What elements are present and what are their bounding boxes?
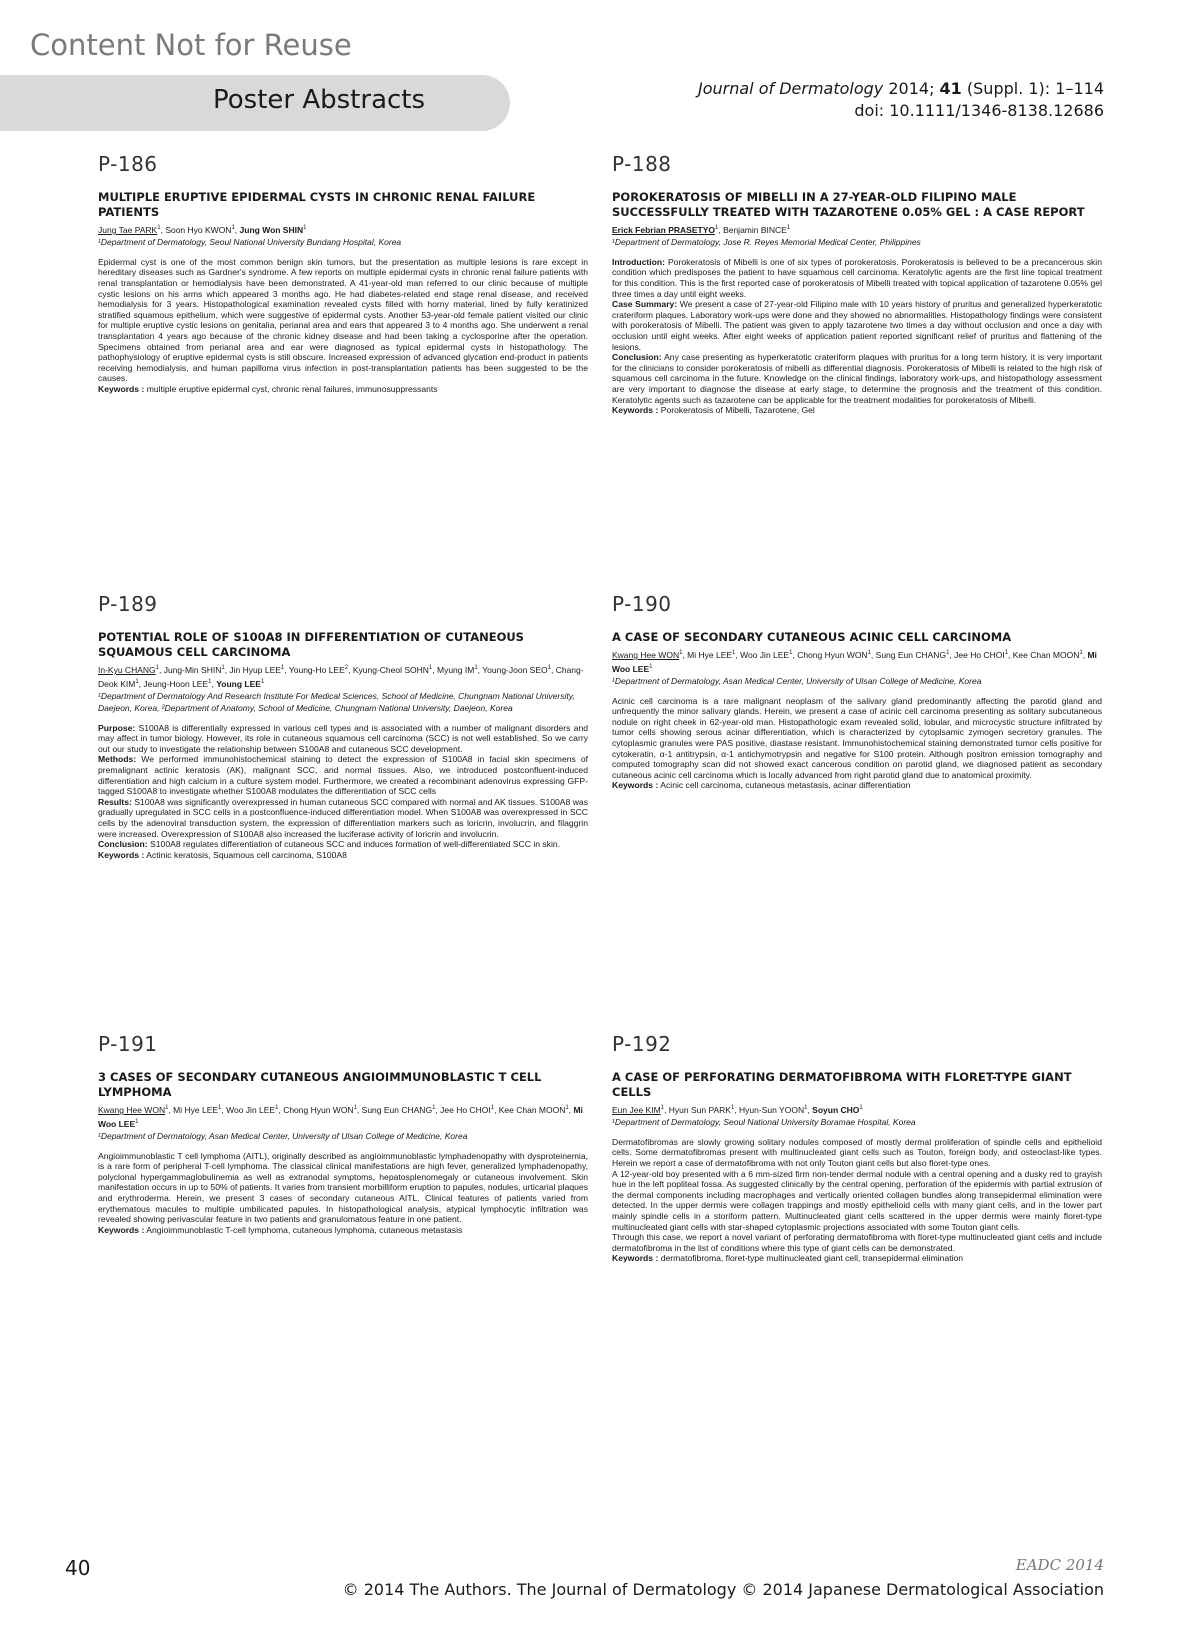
author-affil-mark: 1 <box>804 1105 808 1111</box>
keywords-label: Keywords : <box>612 405 659 416</box>
journal-suppl: (Suppl. 1): 1–114 <box>966 79 1104 98</box>
author-name: Kee Chan MOON <box>498 1104 566 1115</box>
section-text: Porokeratosis of Mibelli is one of six types of porokeratosis. Porokeratosis is believed to be a precancerous skin condition which predisposes the patient to have squamous cell carcinoma. Keratolytic agents are the first line topical treatment for this condition. This is the first reported case of porokeratosis of Mibelli treated with topical application of tazarotene 0.05% gel three times a day until eight weeks. <box>612 256 1102 299</box>
abstract-id: P-189 <box>98 592 158 616</box>
section-text: A 12-year-old boy presented with a 6 mm-sized firm non-tender dermal nodule with a central opening and a dusky red to grayish hue in the left popliteal fossa. As suggested clinically by the central opening, perforation of the epidermis with partial extrusion of the dermal components including macrophages and vertically oriented collagen bundles along transepidermal elimination were detected. In the upper dermis were collagen trappings and mostly epithelioid cells with many giant cells, and in the lower part mainly spindle cells in a storiform pattern. Multinucleated giant cells scattered in the upper dermis were mainly floret-type multinucleated giant cells with star-shaped cytoplasmic projections associated with some Touton giant cells. <box>612 1168 1102 1232</box>
abstract-id: P-192 <box>612 1032 672 1056</box>
author-affil-mark: 1 <box>432 1105 436 1111</box>
author-affil-mark: 1 <box>275 1105 279 1111</box>
author-list: Erick Febrian PRASETYO$^1$, Benjamin BINCE$^1$ <box>612 224 791 235</box>
author-name: Sung Eun CHANG <box>361 1104 433 1115</box>
author-affil-mark: 1 <box>1079 650 1083 656</box>
conference-label: EADC 2014 <box>1015 1556 1104 1574</box>
keywords-text: Porokeratosis of Mibelli, Tazarotene, Gel <box>660 405 815 416</box>
author-name: Kwang Hee WON <box>612 649 680 660</box>
author-affil-mark: 1 <box>280 665 285 671</box>
abstract-body <box>98 723 588 850</box>
abstract-id: P-190 <box>612 592 672 616</box>
author-affil-mark: 1 <box>789 650 793 656</box>
abstract-title: 3 CASES OF SECONDARY CUTANEOUS ANGIOIMMUNOBLASTIC T CELL LYMPHOMA <box>98 1070 542 1099</box>
abstract-title: A CASE OF SECONDARY CUTANEOUS ACINIC CELL CARCINOMA <box>612 630 1012 644</box>
abstract-id: P-191 <box>98 1032 158 1056</box>
abstract-paragraph <box>612 1169 1102 1233</box>
abstract-title: MULTIPLE ERUPTIVE EPIDERMAL CYSTS IN CHRONIC RENAL FAILURE PATIENTS <box>98 190 536 219</box>
author-name: Young-Joon SEO <box>482 664 548 675</box>
author-affil-mark: 1 <box>353 1105 357 1111</box>
author-name: Kyung-Cheol SOHN <box>352 664 429 675</box>
author-name: Jung Tae PARK <box>98 224 158 235</box>
keywords <box>98 850 588 861</box>
author-affil-mark: 1 <box>208 678 212 685</box>
author-name: Hyun-Sun YOON <box>739 1104 805 1115</box>
section-text: S100A8 was significantly overexpressed in human cutaneous SCC compared with normal and AK tissues. S100A8 was gradually upregulated in SCC cells in a postconfluence-induced differentiation model. When S100A8 was overexpressed in SCC cells by the adenoviral transduction system, the expression of differentiation markers such as loricrin, involucrin, and filaggrin were increased. Overexpression of S100A8 also increased the luciferase activity of loricrin and involucrin. <box>98 796 589 839</box>
author-name: Jeung-Hoon LEE <box>143 678 209 689</box>
author-affil-mark: 1 <box>565 1105 569 1111</box>
keywords <box>98 384 588 395</box>
keywords <box>612 405 1102 416</box>
author-affil-mark: 1 <box>679 650 683 656</box>
author-affil-mark: 1 <box>859 1105 863 1111</box>
keywords <box>612 1253 1102 1264</box>
journal-citation <box>698 78 1104 122</box>
author-name: Woo Jin LEE <box>740 649 790 660</box>
abstract-paragraph <box>612 352 1102 405</box>
abstract-paragraph <box>98 723 588 755</box>
section-text: Any case presenting as hyperkeratotic crateriform plaques with pruritus for a long term history, it is very important for the clinicians to consider porokeratosis of mibelli as differential diagnosis. Porokeratosis of Mibelli is related to the high risk of squamous cell carcinoma in the future. Knowledge on the clinical findings, laboratory work-ups, and histopathology assessment are very important to diagnose the disease at early stage, to determine the prognosis and the treatment of this condition. Keratolytic agents such as tazarotene can be applicable for the treatment modalities for porokeratosis of Mibelli. <box>612 352 1102 405</box>
author-name: Hyun Sun PARK <box>668 1104 731 1115</box>
author-list: Kwang Hee WON$^1$, Mi Hye LEE$^1$, Woo Jin LEE$^1$, Chong Hyun WON$^1$, Sung Eun CHANG$^1$, Jee Ho CHOI$^1$, Kee Chan MOON$^1$, Mi Woo LEE$^1$ <box>612 649 1097 674</box>
author-affil-mark: 1 <box>732 650 736 656</box>
watermark: Content Not for Reuse <box>30 28 352 62</box>
section-text: We present a case of 27-year-old Filipino male with 10 years history of pruritus and generalized hyperkeratotic crateriform plaques. Laboratory work-ups were done and they showed no abnormalities. Histopathology findings were consistent with porokeratosis of Mibelli. The patient was given to apply tazarotene two times a day without occlusion and once a day with occlusion until eight weeks. After eight weeks of application patient reported significant relief of pruritus and flattening of the lesions. <box>612 299 1102 352</box>
author-affil-mark: 1 <box>946 650 950 656</box>
abstract-paragraph <box>98 754 588 796</box>
copyright-notice: © 2014 The Authors. The Journal of Dermatology © 2014 Japanese Dermatological Association <box>342 1580 1104 1599</box>
author-affil-mark: 1 <box>231 225 235 231</box>
author-affil-mark: 1 <box>135 678 139 685</box>
abstract-body <box>612 257 1102 405</box>
keywords-text: dermatofibroma, floret-type multinucleated giant cell, transepidermal elimination <box>660 1253 964 1264</box>
abstract-paragraph <box>98 257 588 384</box>
author-affil-mark: 1 <box>135 1118 139 1125</box>
affiliation: ¹Department of Dermatology, Seoul National University Boramae Hospital, Korea <box>612 1116 916 1127</box>
keywords-label: Keywords : <box>612 780 659 791</box>
keywords-text: multiple eruptive epidermal cyst, chronic renal failures, immunosuppressants <box>146 383 438 394</box>
keywords <box>98 1225 588 1236</box>
abstract-p189 <box>98 592 588 861</box>
section-text: Angioimmunoblastic T cell lymphoma (AITL), originally described as angioimmunoblastic lymphadenopathy with dysproteinemia, is a rare form of peripheral T-cell lymphoma. The classical clinical manifestations are high fever, generalized lymphadenopathy, polyclonal hypergammaglobulinemia as well as extranodal symptoms, hepatosplenomegaly or cutaneous involvement. Skin manifestation occurs in up to 50% of patients. It varies from transient morbilliform eruption to papules, nodules, urticarial plaques and erythroderma. Herein, we present 3 cases of secondary cutaneous AITL. Clinical features of patients varied from erythematous macules to multiple umbilicated papules. In histopathological analysis, atypical lymphocytic infiltration was revealed showing perivascular feature in two patients and granulomatous feature in one patient. <box>98 1150 588 1225</box>
author-affil-mark: 1 <box>786 225 791 231</box>
author-affil-mark: 1 <box>1004 650 1009 656</box>
author-name: Jee Ho CHOI <box>440 1104 491 1115</box>
affiliation: ¹Department of Dermatology And Research Institute For Medical Sciences, School of Medicine, Chungnam National University, Daejeon, Korea, ²Department of Anatomy, School of Medicine, Chungnam National University, Daejeon, Korea <box>98 690 575 713</box>
abstract-title: A CASE OF PERFORATING DERMATOFIBROMA WITH FLORET-TYPE GIANT CELLS <box>612 1070 1072 1099</box>
section-text: We performed immunohistochemical staining to detect the expression of S100A8 in facial skin specimens of premalignant actinic keratosis (AK), malignant SCC, and normal tissues. Also, we introduced postconfluent-induced differentiation and high calcium in a culture system model. Furthermore, we created a recombinant adenovirus expressing GFP-tagged S100A8 to investigate whether S100A8 modulates the differentiation of SCC cells <box>98 754 589 797</box>
section-label: Introduction: <box>612 256 665 267</box>
affiliation: ¹Department of Dermatology, Jose R. Reyes Memorial Medical Center, Philippines <box>612 236 921 247</box>
section-text: Epidermal cyst is one of the most common benign skin tumors, but the presentation as multiple lesions is rare except in hereditary diseases such as Gardner's syndrome. A few reports on multiple epidermal cysts in chronic renal failure patients with renal transplantation or hemodialysis have been demonstrated. A 41-year-old man referred to our clinic because of multiple cystic lesions on his arms which appeared 3 months ago. He had diabetes-related end stage renal disease, and received hemodialysis for 3 years. Histopathological examination revealed cysts filled with horny material, lined by fully keratinized stratified squamous epithelium, which were suggestive of epidermal cysts. Another 53-year-old female patient visited our clinic for multiple eruptive cystic lesions on genitalia, perianal area and ears that appeared 3 to 4 months ago. She underwent a renal transplantation 4 years ago because of the chronic kidney disease and had been taking a cyclosporine after the operation. Specimens obtained from perianal area and ear were diagnosed as typical epidermal cysts in histopathology. The pathophysiology of eruptive epidermal cysts is still obscure. Increased expression of advanced glycation end-product in patients receiving hemodialysis, and human papilloma virus infection in post-transplantation patients has been suggested to be the causes. <box>98 256 588 384</box>
abstract-title: POROKERATOSIS OF MIBELLI IN A 27-YEAR-OLD FILIPINO MALE SUCCESSFULLY TREATED WITH TAZAROTENE 0.05% GEL : A CASE REPORT <box>612 190 1085 219</box>
author-name: Jung-Min SHIN <box>163 664 222 675</box>
abstract-paragraph <box>98 1151 588 1225</box>
section-text: S100A8 is differentially expressed in various cell types and is associated with a number of malignant disorders and may affect in tumor biology. However, its role in cutaneous squamous cell carcinoma (SCC) is not well established. So we carry out our study to investigate the relationship between S100A8 and cutaneous SCC development. <box>98 722 588 754</box>
author-name: Mi Hye LEE <box>687 649 733 660</box>
author-name: Mi Hye LEE <box>173 1104 219 1115</box>
author-affil-mark: 1 <box>730 1105 735 1111</box>
author-name: Benjamin BINCE <box>723 224 787 235</box>
keywords-text: Angioimmunoblastic T-cell lymphoma, cutaneous lymphoma, cutaneous metastasis <box>146 1224 463 1235</box>
section-text: Through this case, we report a novel variant of perforating dermatofibroma with floret-type multinucleated giant cells and include dermatofibroma in the list of conditions where this type of giant cells can be demonstrated. <box>612 1232 1102 1253</box>
author-affil-mark: 1 <box>474 665 478 671</box>
abstract-paragraph <box>612 1137 1102 1169</box>
section-text: Dermatofibromas are slowly growing solitary nodules composed of mostly dermal proliferation of spindle cells and epithelioid cells. Some dermatofibromas present with multinucleated giant cells such as Touton, foreign body, and osteoclast-like types. Herein we report a case of dermatofibroma with not only Touton giant cells but also floret-type ones. <box>612 1136 1102 1169</box>
author-affil-mark: 1 <box>649 663 653 670</box>
abstract-body <box>98 1151 588 1225</box>
page-number: 40 <box>65 1556 91 1580</box>
author-affil-mark: 1 <box>714 225 719 231</box>
abstract-paragraph <box>612 696 1102 781</box>
keywords <box>612 780 1102 791</box>
author-list: Eun Jee KIM$^1$, Hyun Sun PARK$^1$, Hyun-Sun YOON$^1$, Soyun CHO$^1$ <box>612 1104 863 1115</box>
author-affil-mark: 1 <box>157 225 161 231</box>
section-label: Purpose: <box>98 722 136 733</box>
section-label: Conclusion: <box>612 352 662 363</box>
author-name: Chong Hyun WON <box>797 649 868 660</box>
section-label: Methods: <box>98 754 137 765</box>
author-affil-mark: 1 <box>165 1105 169 1111</box>
keywords-label: Keywords : <box>612 1253 659 1264</box>
author-list: Kwang Hee WON$^1$, Mi Hye LEE$^1$, Woo Jin LEE$^1$, Chong Hyun WON$^1$, Sung Eun CHANG$^1$, Jee Ho CHOI$^1$, Kee Chan MOON$^1$, Mi Woo LEE$^1$ <box>98 1104 583 1129</box>
abstract-paragraph <box>612 299 1102 352</box>
author-affil-mark: 1 <box>547 665 551 671</box>
author-name: In-Kyu CHANG <box>98 664 156 675</box>
author-name: Sung Eun CHANG <box>875 649 947 660</box>
abstract-paragraph <box>98 797 588 839</box>
affiliation: ¹Department of Dermatology, Asan Medical Center, University of Ulsan College of Medicine, Korea <box>98 1130 468 1141</box>
author-name: Soon Hyo KWON <box>165 224 232 235</box>
author-list: Jung Tae PARK$^1$, Soon Hyo KWON$^1$, Jung Won SHIN$^1$ <box>98 224 307 235</box>
journal-volume: 41 <box>939 79 962 98</box>
author-affil-mark: 1 <box>155 665 159 671</box>
author-name: Jin Hyup LEE <box>229 664 281 675</box>
abstract-p188 <box>612 152 1102 416</box>
section-label: Case Summary: <box>612 299 678 310</box>
author-list: In-Kyu CHANG$^1$, Jung-Min SHIN$^1$, Jin Hyup LEE$^1$, Young-Ho LEE$^2$, Kyung-Cheol SOHN$^1$, Myung $IM^1$, Young-Joon SEO$^1$, Chang-Deok KIM$^1$, Jeung-Hoon LEE$^1$, Young LEE$^1$ <box>98 664 584 689</box>
abstract-p192 <box>612 1032 1102 1264</box>
author-affil-mark: 1 <box>490 1105 495 1111</box>
author-name: Chong Hyun WON <box>283 1104 354 1115</box>
author-affil-mark: 1 <box>867 650 871 656</box>
keywords-label: Keywords : <box>98 1224 145 1235</box>
section-text: Acinic cell carcinoma is a rare malignant neoplasm of the salivary gland predominantly affecting the parotid gland and unfrequently the minor salivary glands. Herein, we present a case of acinic cell carcinoma presenting as solitary subcutaneous nodule on right cheek in 62-year-old man. Histopathologic exam revealed solid, lobular, and microcystic structure infiltrated by tumor cells showing serous acinar differentiation, which is characterized by cytoplsamic zymogen secretory granules. The cytoplasmic granules were PAS positive, diastase resistant. Immunohistochemical staining demonstrated tumor cells positive for cytokeratin, α-1 antitrypsin, α-1 antichymotrypsin and negative for S100 protein. Although positron emission tomography and computed tomography scan did not showed exact cancerous condition on parotid gland, we diagnosed patient as secondary cutaneous acinic cell carcinoma which is locally advanced from right parotid gland due to anatomical proximity. <box>612 695 1102 780</box>
keywords-label: Keywords : <box>98 849 145 860</box>
author-name: Mi Woo LEE <box>612 649 1097 674</box>
author-name: Young-Ho LEE <box>288 664 345 675</box>
keywords-label: Keywords : <box>98 383 145 394</box>
author-name: Erick Febrian PRASETYO <box>612 224 715 235</box>
journal-doi[interactable]: doi: 10.1111/1346-8138.12686 <box>854 101 1104 120</box>
author-name: Myung IM <box>437 664 475 675</box>
author-name: Woo Jin LEE <box>226 1104 276 1115</box>
abstract-paragraph <box>98 839 588 850</box>
abstract-id: P-186 <box>98 152 158 176</box>
section-label: Conclusion: <box>98 839 148 850</box>
keywords-text: Acinic cell carcinoma, cutaneous metastasis, acinar differentiation <box>660 780 911 791</box>
author-name: Jee Ho CHOI <box>954 649 1005 660</box>
author-affil-mark: 1 <box>218 1105 222 1111</box>
author-name: Eun Jee KIM <box>612 1104 661 1115</box>
affiliation: ¹Department of Dermatology, Asan Medical Center, University of Ulsan College of Medicine, Korea <box>612 675 982 686</box>
author-affil-mark: 1 <box>221 665 225 671</box>
author-name: Chang-Deok KIM <box>98 664 584 689</box>
abstract-body <box>612 696 1102 781</box>
author-affil-mark: 1 <box>660 1105 665 1111</box>
author-name: Kee Chan MOON <box>1012 649 1080 660</box>
author-affil-mark: 1 <box>428 665 433 671</box>
author-affil-mark: 1 <box>260 678 265 685</box>
author-affil-mark: 2 <box>344 665 349 671</box>
journal-name: Journal of Dermatology <box>697 79 884 98</box>
section-label: Results: <box>98 796 132 807</box>
abstract-title: POTENTIAL ROLE OF S100A8 IN DIFFERENTIATION OF CUTANEOUS SQUAMOUS CELL CARCINOMA <box>98 630 524 659</box>
author-name: Mi Woo LEE <box>98 1104 583 1129</box>
author-name: Young LEE <box>216 678 261 689</box>
author-affil-mark: 1 <box>303 225 307 231</box>
abstract-p186 <box>98 152 588 395</box>
abstract-p191 <box>98 1032 588 1236</box>
abstract-paragraph <box>612 257 1102 299</box>
section-title: Poster Abstracts <box>213 85 426 115</box>
abstract-body <box>98 257 588 384</box>
affiliation: ¹Department of Dermatology, Seoul National University Bundang Hospital, Korea <box>98 236 402 247</box>
keywords-text: Actinic keratosis, Squamous cell carcinoma, S100A8 <box>146 849 347 860</box>
author-name: Kwang Hee WON <box>98 1104 166 1115</box>
abstract-paragraph <box>612 1232 1102 1253</box>
abstract-body <box>612 1137 1102 1254</box>
author-name: Soyun CHO <box>812 1104 860 1115</box>
abstract-id: P-188 <box>612 152 672 176</box>
author-name: Jung Won SHIN <box>239 224 304 235</box>
section-text: S100A8 regulates differentiation of cutaneous SCC and induces formation of well-differentiated SCC in skin. <box>150 839 561 850</box>
journal-year: 2014; <box>888 79 935 98</box>
abstract-p190 <box>612 592 1102 791</box>
